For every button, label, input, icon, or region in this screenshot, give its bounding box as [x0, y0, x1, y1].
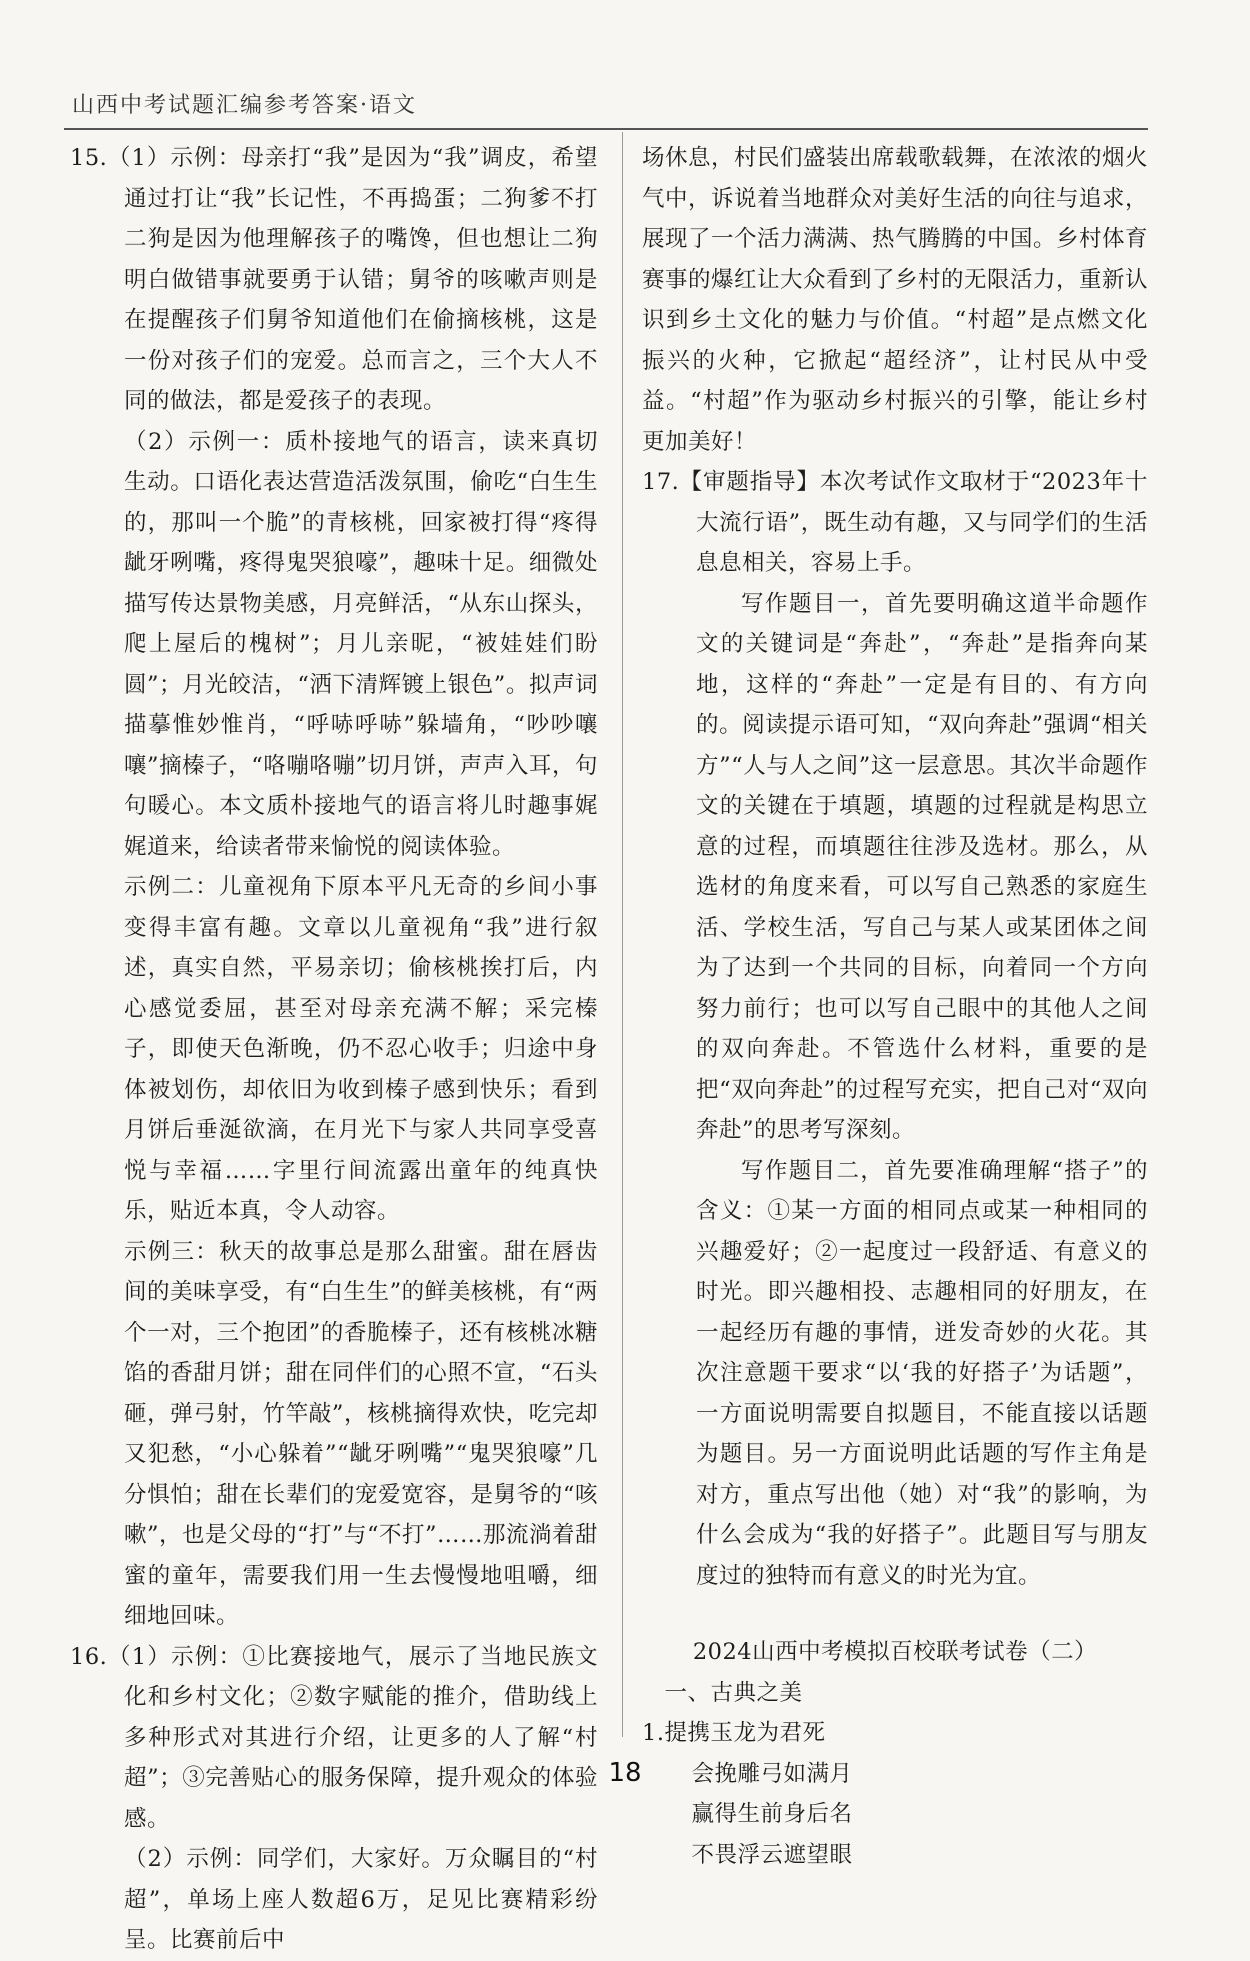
left-column — [70, 138, 598, 1961]
right-column — [642, 138, 1148, 1875]
answer-15-part-1: 15.（1）示例：母亲打“我”是因为“我”调皮，希望通过打让“我”长记性，不再捣蛋；二狗爹不打二狗是因为他理解孩子的嘴馋，但也想让二狗明白做错事就要勇于认错；舅爷的咳嗽声则是在提醒孩子们舅爷知道他们在偷摘核桃，这是一份对孩子们的宠爱。总而言之，三个大人不同的做法，都是爱孩子的表现。 — [70, 145, 598, 414]
poem-line: 不畏浮云遮望眼 — [691, 1841, 853, 1868]
answer-1 — [642, 1713, 1148, 1754]
column-divider — [622, 132, 623, 1737]
poem-line: 赢得生前身后名 — [691, 1801, 853, 1827]
running-header: 山西中考试题汇编参考答案·语文 — [72, 93, 417, 118]
answer-15-part-2-example-1: （2）示例一：质朴接地气的语言，读来真切生动。口语化表达营造活泼氛围，偷吃“白生生的，那叫一个脆”的青核桃，回家被打得“疼得龇牙咧嘴，疼得鬼哭狼嚎”，趣味十足。细微处描写传达景物美感，月亮鲜活，“从东山探头，爬上屋后的槐树”；月儿亲昵，“被娃娃们盼圆”；月光皎洁，“洒下清辉镀上银色”。拟声词描摹惟妙惟肖，“呼哧呼哧”躲墙角，“吵吵嚷嚷”摘榛子，“咯嘣咯嘣”切月饼，声声入耳，句句暖心。本文质朴接地气的语言将儿时趣事娓娓道来，给读者带来愉悦的阅读体验。 — [124, 428, 598, 860]
poem-line: 提携玉龙为君死 — [664, 1720, 826, 1746]
answer-17-guidance: 17.【审题指导】本次考试作文取材于“2023年十大流行语”，既生动有趣，又与同学们的生活息息相关，容易上手。 — [642, 469, 1148, 576]
header-rule — [64, 128, 1148, 130]
answer-15-part-2-example-2: 示例二：儿童视角下原本平凡无奇的乡间小事变得丰富有趣。文章以儿童视角“我”进行叙述，真实自然，平易亲切；偷核桃挨打后，内心感觉委屈，甚至对母亲充满不解；采完榛子，即使天色渐晚，仍不忍心收手；归途中身体被划伤，却依旧为收到榛子感到快乐；看到月饼后垂涎欲滴，在月光下与家人共同享受喜悦与幸福……字里行间流露出童年的纯真快乐，贴近本真，令人动容。 — [124, 874, 598, 1224]
answer-17-topic-2: 写作题目二，首先要准确理解“搭子”的含义：①某一方面的相同点或某一种相同的兴趣爱好；②一起度过一段舒适、有意义的时光。即兴趣相投、志趣相同的好朋友，在一起经历有趣的事情，迸发奇妙的火花。其次注意题干要求“以‘我的好搭子’为话题”，一方面说明需要自拟题目，不能直接以话题为题目。另一方面说明此话题的写作主角是对方，重点写出他（她）对“我”的影响，为什么会成为“我的好搭子”。此题目写与朋友度过的独特而有意义的时光为宜。 — [696, 1157, 1148, 1589]
answer-17-topic-1: 写作题目一，首先要明确这道半命题作文的关键词是“奔赴”，“奔赴”是指奔向某地，这样的“奔赴”一定是有目的、有方向的。阅读提示语可知，“双向奔赴”强调“相关方”“人与人之间”这一层意思。其次半命题作文的关键在于填题，填题的过程就是构思立意的过程，而填题往往涉及选材。那么，从选材的角度来看，可以写自己熟悉的家庭生活、学校生活，写自己与某人或某团体之间为了达到一个共同的目标，向着同一个方向努力前行；也可以写自己眼中的其他人之间的双向奔赴。不管选什么材料，重要的是把“双向奔赴”的过程写充实，把自己对“双向奔赴”的思考写深刻。 — [696, 590, 1148, 1143]
answer-1-label: 1. — [642, 1720, 665, 1746]
exam-title: 2024山西中考模拟百校联考试卷（二） — [692, 1639, 1098, 1665]
section-title: 一、古典之美 — [664, 1679, 803, 1706]
answer-16-part-2: （2）示例：同学们，大家好。万众瞩目的“村超”，单场上座人数超6万，足见比赛精彩纷呈。比赛前后中 — [124, 1846, 598, 1953]
answer-16-part-1: 16.（1）示例：①比赛接地气，展示了当地民族文化和乡村文化；②数字赋能的推介，借助线上多种形式对其进行介绍，让更多的人了解“村超”；③完善贴心的服务保障，提升观众的体验感。 — [70, 1643, 598, 1832]
answer-16-continued: 场休息，村民们盛装出席载歌载舞，在浓浓的烟火气中，诉说着当地群众对美好生活的向往与追求，展现了一个活力满满、热气腾腾的中国。乡村体育赛事的爆红让大众看到了乡村的无限活力，重新认识到乡土文化的魅力与价值。“村超”是点燃文化振兴的火种，它掀起“超经济”，让村民从中受益。“村超”作为驱动乡村振兴的引擎，能让乡村更加美好！ — [642, 145, 1149, 455]
poem-line: 会挽雕弓如满月 — [691, 1760, 853, 1787]
answer-15-part-2-example-3: 示例三：秋天的故事总是那么甜蜜。甜在唇齿间的美味享受，有“白生生”的鲜美核桃，有“两个一对，三个抱团”的香脆榛子，还有核桃冰糖馅的香甜月饼；甜在同伴们的心照不宣，“石头砸，弹弓射，竹竿敲”，核桃摘得欢快，吃完却又犯愁，“小心躲着”“龇牙咧嘴”“鬼哭狼嚎”几分惧怕；甜在长辈们的宠爱宽容，是舅爷的“咳嗽”，也是父母的“打”与“不打”……那流淌着甜蜜的童年，需要我们用一生去慢慢地咀嚼，细细地回味。 — [124, 1238, 599, 1629]
page-number: 18 — [608, 1758, 642, 1788]
